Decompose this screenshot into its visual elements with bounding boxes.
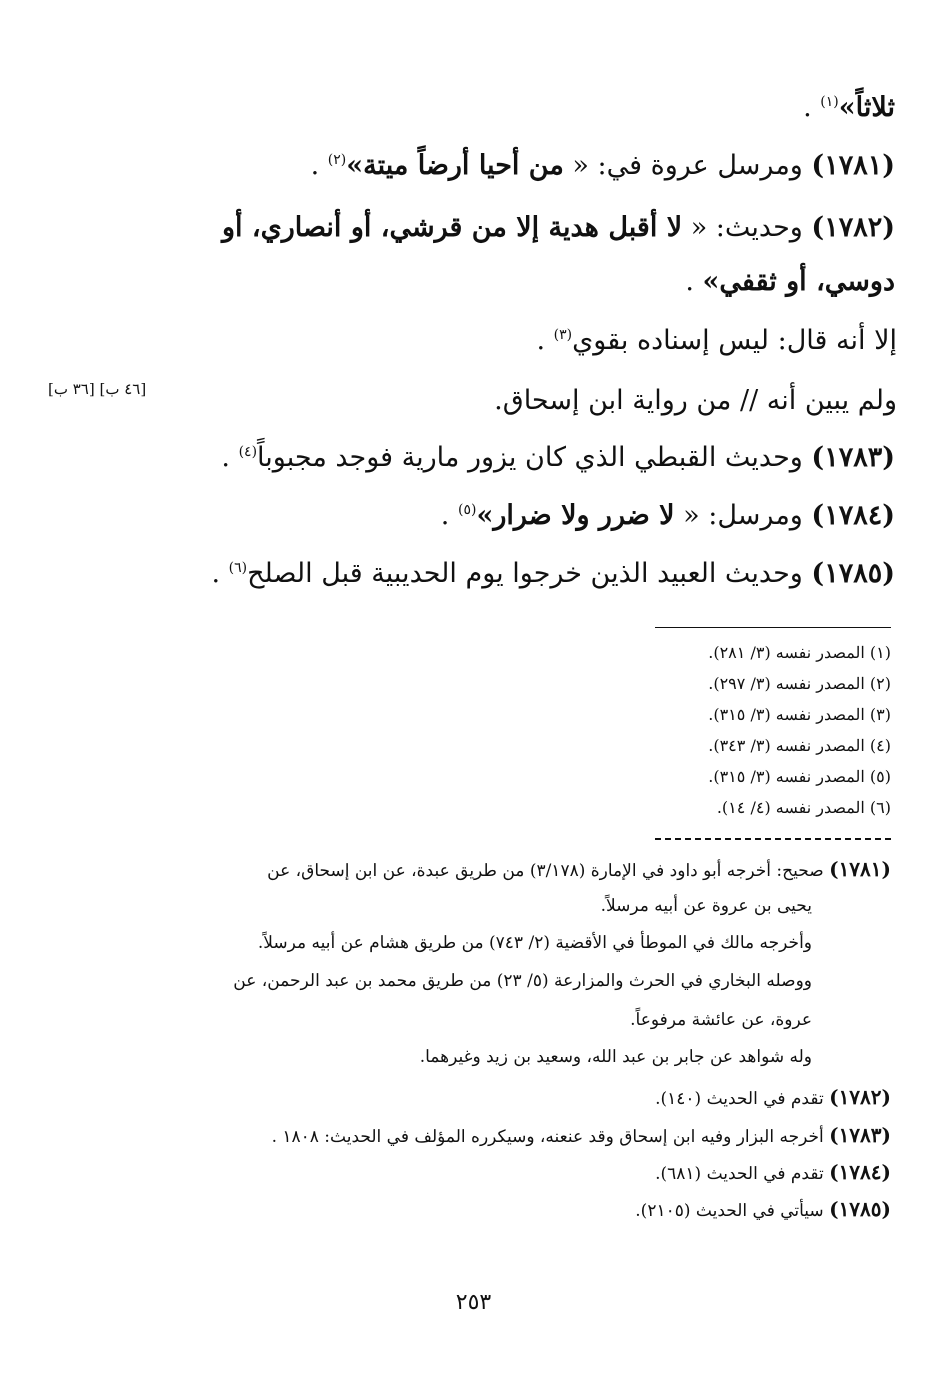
note-number: (١٧٨٤) (829, 1160, 891, 1184)
footnote-6: (٦) المصدر نفسه (٤/ ١٤). (716, 798, 891, 817)
note-1782: (١٧٨٢) تقدم في الحديث (١٤٠). (655, 1085, 891, 1109)
footnote-ref-6: (٦) (228, 560, 248, 576)
note-number: (١٧٨٥) (829, 1197, 891, 1221)
note-1781-line-1: (١٧٨١) صحيح: أخرجه أبو داود في الإمارة (٣/١٧٨) من طريق عبدة، عن ابن إسحاق، عن (267, 857, 891, 881)
note-1785: (١٧٨٥) سيأتي في الحديث (٢١٠٥). (635, 1197, 891, 1221)
hadith-1782-continuation: دوسي، أو ثقفي» . (685, 266, 895, 297)
note-number: (١٧٨١) (829, 857, 891, 881)
hadith-number: (١٧٨٣) (811, 442, 895, 473)
illa-line: إلا أنه قال: ليس إسناده بقوي$^{(٣)}$ . (536, 325, 897, 356)
footnote-ref-1: (١) (820, 94, 839, 110)
hadith-1782: (١٧٨٢) وحديث: « لا أقبل هدية إلا من قرشي، أو أنصاري، أو (221, 212, 895, 243)
note-1783: (١٧٨٣) أخرجه البزار وفيه ابن إسحاق وقد عنعنه، وسيكرره المؤلف في الحديث: ١٨٠٨ . (271, 1123, 891, 1147)
hadith-1784: (١٧٨٤) ومرسل: « لا ضرر ولا ضرار»$^{(٥)}$ . (440, 500, 895, 531)
footnote-ref-3: (٣) (553, 327, 573, 343)
note-1781-line-2: يحيى بن عروة عن أبيه مرسلاً. (600, 896, 812, 916)
hadith-1785: (١٧٨٥) وحديث العبيد الذين خرجوا يوم الحديبية قبل الصلح$^{(٦)}$ . (211, 558, 895, 589)
hadith-1783: (١٧٨٣) وحديث القبطي الذي كان يزور مارية فوجد مجبوباً$^{(٤)}$ . (221, 442, 895, 473)
note-number: (١٧٨٣) (829, 1123, 891, 1147)
hadith-number: (١٧٨٢) (811, 212, 895, 243)
note-1781-line-5: عروة، عن عائشة مرفوعاً. (630, 1010, 812, 1030)
note-1781-line-4: ووصله البخاري في الحرث والمزارعة (٥/ ٢٣) من طريق محمد بن عبد الرحمن، عن (233, 971, 812, 991)
hadith-number: (١٧٨٥) (811, 558, 895, 589)
hadith-1781: (١٧٨١) ومرسل عروة في: « من أحيا أرضاً ميتة»$^{(٢)}$ . (310, 150, 895, 181)
footnote-5: (٥) المصدر نفسه (٣/ ٣١٥). (708, 767, 891, 786)
note-1784: (١٧٨٤) تقدم في الحديث (٦٨١). (655, 1160, 891, 1184)
note-1781-line-6: وله شواهد عن جابر بن عبد الله، وسعيد بن زيد وغيرهما. (419, 1047, 812, 1067)
footnote-4: (٤) المصدر نفسه (٣/ ٣٤٣). (708, 736, 891, 755)
note-number: (١٧٨٢) (829, 1085, 891, 1109)
notes-divider (655, 838, 891, 840)
hadith-number: (١٧٨١) (811, 150, 895, 181)
footnote-ref-2: (٢) (327, 152, 347, 168)
hadith-number: (١٧٨٤) (811, 500, 895, 531)
note-1781-line-3: وأخرجه مالك في الموطأ في الأقضية (٢/ ٧٤٣) من طريق هشام عن أبيه مرسلاً. (257, 933, 812, 953)
page-number: ٢٥٣ (455, 1290, 492, 1315)
footnote-ref-5: (٥) (457, 502, 477, 518)
footnote-divider (655, 627, 891, 628)
footnote-1: (١) المصدر نفسه (٣/ ٢٨١). (708, 643, 891, 662)
footnote-3: (٣) المصدر نفسه (٣/ ٣١٥). (708, 705, 891, 724)
lam-line: ولم يبين أنه // من رواية ابن إسحاق. (494, 385, 897, 416)
continuation-line: ثلاثاً»$^{(١)}$ . (803, 92, 895, 123)
manuscript-margin-note: [٤٦ ب] [٣٦ ب] (48, 380, 147, 398)
footnote-2: (٢) المصدر نفسه (٣/ ٢٩٧). (708, 674, 891, 693)
footnote-ref-4: (٤) (238, 444, 258, 460)
